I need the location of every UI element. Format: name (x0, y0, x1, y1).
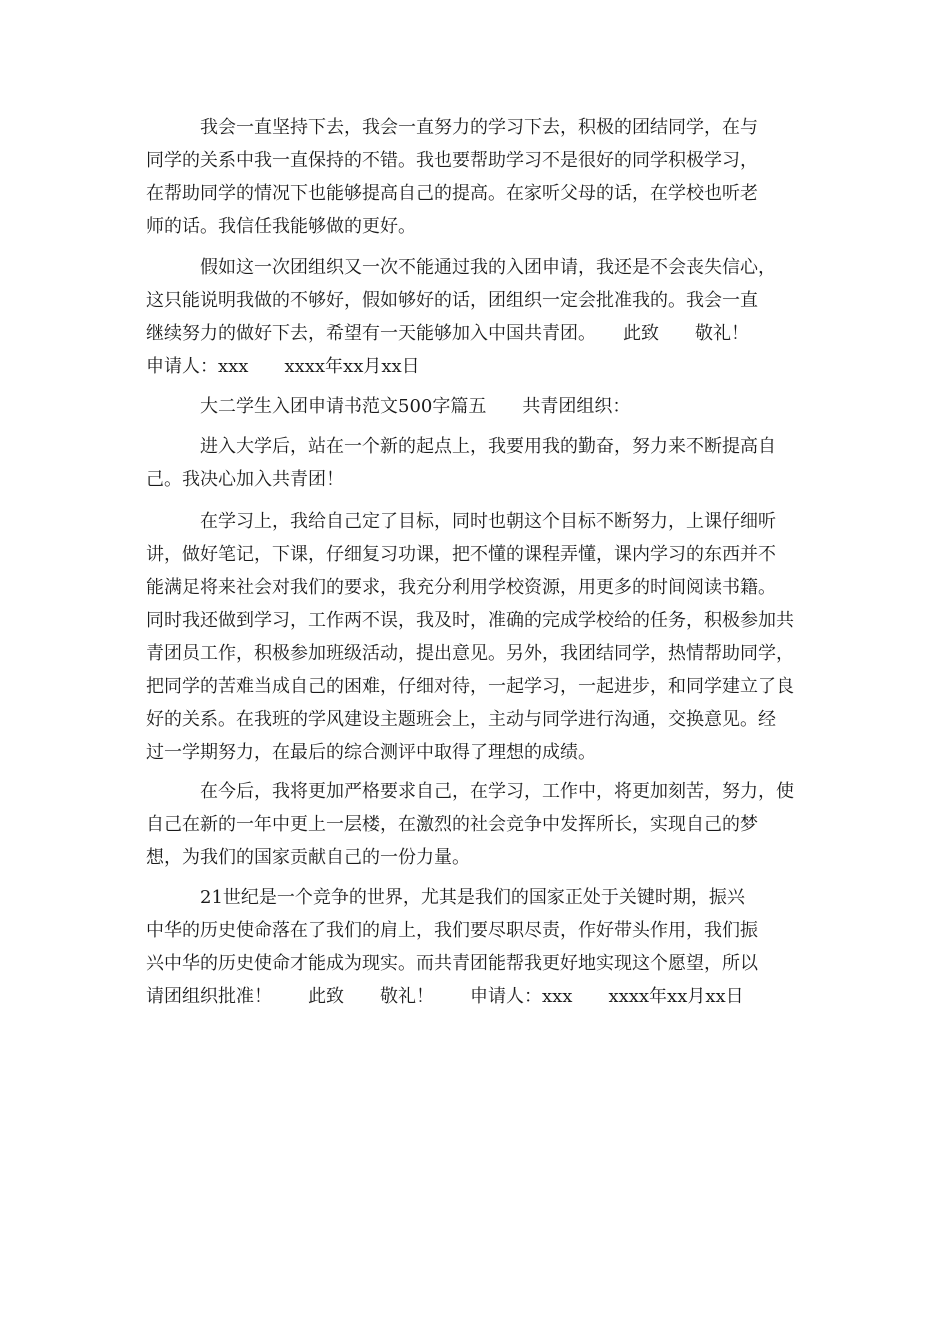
text-line: 21世纪是一个竞争的世界，尤其是我们的国家正处于关键时期，振兴 (146, 887, 745, 908)
text-line: 在今后，我将更加严格要求自己，在学习，工作中，将更加刻苦，努力，使 (146, 781, 794, 802)
paragraph-2 (146, 251, 816, 383)
heading-line: 大二学生入团申请书范文500字篇五 共青团组织： (146, 396, 631, 417)
text-line: 我会一直坚持下去，我会一直努力的学习下去，积极的团结同学，在与 (146, 117, 758, 138)
text-line: 同时我还做到学习，工作两不误，我及时，准确的完成学校给的任务，积极参加共 (146, 610, 794, 631)
text-line: 己。我决心加入共青团！ (146, 469, 344, 490)
text-line: 中华的历史使命落在了我们的肩上，我们要尽职尽责，作好带头作用，我们振 (146, 920, 758, 941)
text-line: 在学习上，我给自己定了目标，同时也朝这个目标不断努力，上课仔细听 (146, 511, 776, 532)
text-line: 能满足将来社会对我们的要求，我充分利用学校资源，用更多的时间阅读书籍。 (146, 577, 776, 598)
paragraph-3 (146, 430, 816, 496)
text-line: 继续努力的做好下去，希望有一天能够加入中国共青团。 此致 敬礼！ (146, 323, 749, 344)
text-line: 把同学的苦难当成自己的困难，仔细对待，一起学习，一起进步，和同学建立了良 (146, 676, 794, 697)
text-line: 过一学期努力，在最后的综合测评中取得了理想的成绩。 (146, 742, 596, 763)
paragraph-1 (146, 111, 816, 243)
text-line: 青团员工作，积极参加班级活动，提出意见。另外，我团结同学，热情帮助同学， (146, 643, 794, 664)
text-line: 这只能说明我做的不够好，假如够好的话，团组织一定会批准我的。我会一直 (146, 290, 758, 311)
text-line: 师的话。我信任我能够做的更好。 (146, 216, 416, 237)
text-line: 同学的关系中我一直保持的不错。我也要帮助学习不是很好的同学积极学习， (146, 150, 758, 171)
paragraph-5 (146, 775, 816, 874)
text-line: 兴中华的历史使命才能成为现实。而共青团能帮我更好地实现这个愿望，所以 (146, 953, 758, 974)
paragraph-4 (146, 505, 816, 769)
text-line: 想，为我们的国家贡献自己的一份力量。 (146, 847, 470, 868)
text-line: 好的关系。在我班的学风建设主题班会上，主动与同学进行沟通，交换意见。经 (146, 709, 776, 730)
text-line: 假如这一次团组织又一次不能通过我的入团申请，我还是不会丧失信心， (146, 257, 776, 278)
section-heading (146, 390, 816, 423)
signature-line: 申请人：xxx xxxx年xx月xx日 (146, 356, 420, 377)
signature-line: 请团组织批准！ 此致 敬礼！ 申请人：xxx xxxx年xx月xx日 (146, 986, 744, 1007)
text-line: 自己在新的一年中更上一层楼，在激烈的社会竞争中发挥所长，实现自己的梦 (146, 814, 758, 835)
text-line: 在帮助同学的情况下也能够提高自己的提高。在家听父母的话，在学校也听老 (146, 183, 758, 204)
text-line: 进入大学后，站在一个新的起点上，我要用我的勤奋，努力来不断提高自 (146, 436, 776, 457)
paragraph-6 (146, 881, 816, 1013)
text-line: 讲，做好笔记，下课，仔细复习功课，把不懂的课程弄懂，课内学习的东西并不 (146, 544, 776, 565)
